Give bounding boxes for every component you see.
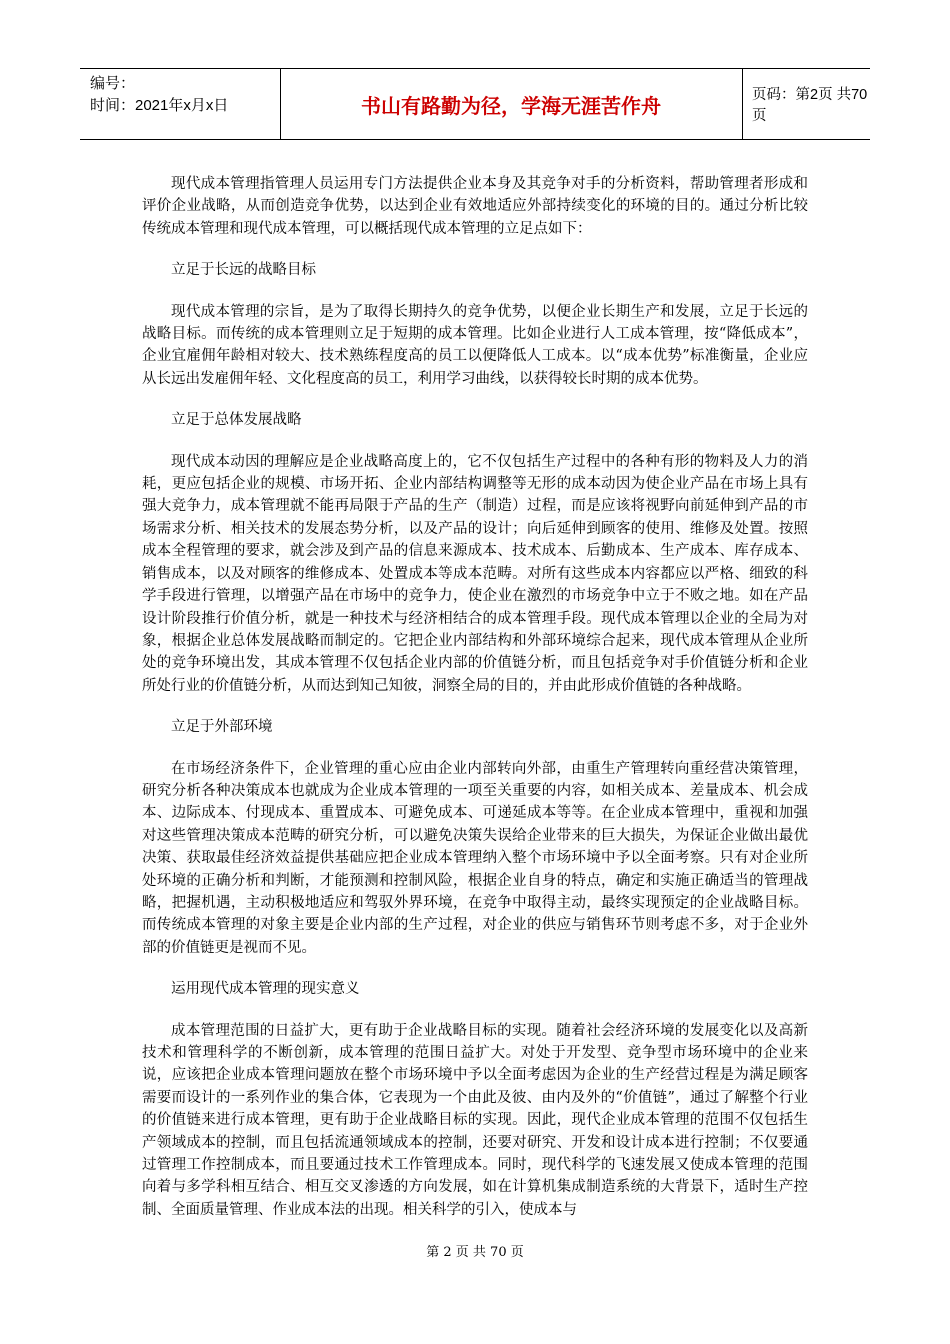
time-label: 时间：2021年x月x日 [90,97,229,114]
header-page-info: 页码：第2页 共70页 [752,87,868,124]
section-heading-practical-significance: 运用现代成本管理的现实意义 [171,981,360,998]
page-header [80,68,870,140]
document-body [142,173,808,1240]
paragraph-overall-strategy: 现代成本动因的理解应是企业战略高度上的，它不仅包括生产过程中的各种有形的物料及人力的消耗，更应包括企业的规模、市场开拓、企业内部结构调整等无形的成本动因为使企业产品在市场上具有强大竞争力，成本管理就不能再局限于产品的生产（制造）过程，而是应该将视野向前延伸到产品的市场需求分析、相关技术的发展态势分析，以及产品的设计；向后延伸到顾客的使用、维修及处置。按照成本全程管理的要求，就会涉及到产品的信息来源成本、技术成本、后勤成本、生产成本、库存成本、销售成本，以及对顾客的维修成本、处置成本等成本范畴。对所有这些成本内容都应以严格、细致的科学手段进行管理，以增强产品在市场中的竞争力，使企业在激烈的市场竞争中立于不败之地。如在产品设计阶段推行价值分析，就是一种技术与经济相结合的成本管理手段。现代成本管理以企业的全局为对象，根据企业总体发展战略而制定的。它把企业内部结构和外部环境综合起来，现代成本管理从企业所处的竞争环境出发，其成本管理不仅包括企业内部的价值链分析，而且包括竞争对手价值链分析和企业所处行业的价值链分析，从而达到知己知彼，洞察全局的目的，并由此形成价值链的各种战略。 [142,453,808,694]
header-meta [90,73,280,117]
header-divider-right [742,69,743,139]
code-label: 编号： [90,75,136,92]
header-motto: 书山有路勤为径，学海无涯苦作舟 [361,93,661,118]
paragraph-long-term: 现代成本管理的宗旨，是为了取得长期持久的竞争优势，以便企业长期生产和发展，立足于长远的战略目标。而传统的成本管理则立足于短期的成本管理。比如企业进行人工成本管理，按“降低成本”，企业宜雇佣年龄相对较大、技术熟练程度高的员工以便降低人工成本。以“成本优势”标准衡量，企业应从长远出发雇佣年轻、文化程度高的员工，利用学习曲线，以获得较长时期的成本优势。 [142,303,808,387]
section-heading-external-env: 立足于外部环境 [171,719,273,736]
paragraph-external-env: 在市场经济条件下，企业管理的重心应由企业内部转向外部，由重生产管理转向重经营决策管理，研究分析各种决策成本也就成为企业成本管理的一项至关重要的内容，如相关成本、差量成本、机会成本、边际成本、付现成本、重置成本、可避免成本、可递延成本等等。在企业成本管理中，重视和加强对这些管理决策成本范畴的研究分析，可以避免决策失误给企业带来的巨大损失，为保证企业做出最优决策、获取最佳经济效益提供基础应把企业成本管理纳入整个市场环境中予以全面考察。只有对企业所处环境的正确分析和判断，才能预测和控制风险，根据企业自身的特点，确定和实施正确适当的管理战略，把握机遇，主动积极地适应和驾驭外界环境，在竞争中取得主动，最终实现预定的企业战略目标。而传统成本管理的对象主要是企业内部的生产过程，对企业的供应与销售环节则考虑不多，对于企业外部的价值链更是视而不见。 [142,760,808,956]
section-heading-long-term: 立足于长远的战略目标 [171,262,316,279]
paragraph-practical-significance: 成本管理范围的日益扩大，更有助于企业战略目标的实现。随着社会经济环境的发展变化以及高新技术和管理科学的不断创新，成本管理的范围日益扩大。对处于开发型、竞争型市场环境中的企业来说，应该把企业成本管理问题放在整个市场环境中予以全面考虑因为企业的生产经营过程是为满足顾客需要而设计的一系列作业的集合体，它表现为一个由此及彼、由内及外的“价值链”，通过了解整个行业的价值链来进行成本管理，更有助于企业战略目标的实现。因此，现代企业成本管理的范围不仅包括生产领域成本的控制，而且包括流通领域成本的控制，还要对研究、开发和设计成本进行控制；不仅要通过管理工作控制成本，而且要通过技术工作管理成本。同时，现代科学的飞速发展又使成本管理的范围向着与多学科相互结合、相互交叉渗透的方向发展，如在计算机集成制造系统的大背景下，适时生产控制、全面质量管理、作业成本法的出现。相关科学的引入，使成本与 [142,1022,808,1218]
paragraph-intro: 现代成本管理指管理人员运用专门方法提供企业本身及其竞争对手的分析资料，帮助管理者形成和评价企业战略，从而创造竞争优势，以达到企业有效地适应外部持续变化的环境的目的。通过分析比较传统成本管理和现代成本管理，可以概括现代成本管理的立足点如下： [142,176,808,237]
page-footer: 第 2 页 共 70 页 [426,1245,524,1260]
section-heading-overall-strategy: 立足于总体发展战略 [171,412,302,429]
